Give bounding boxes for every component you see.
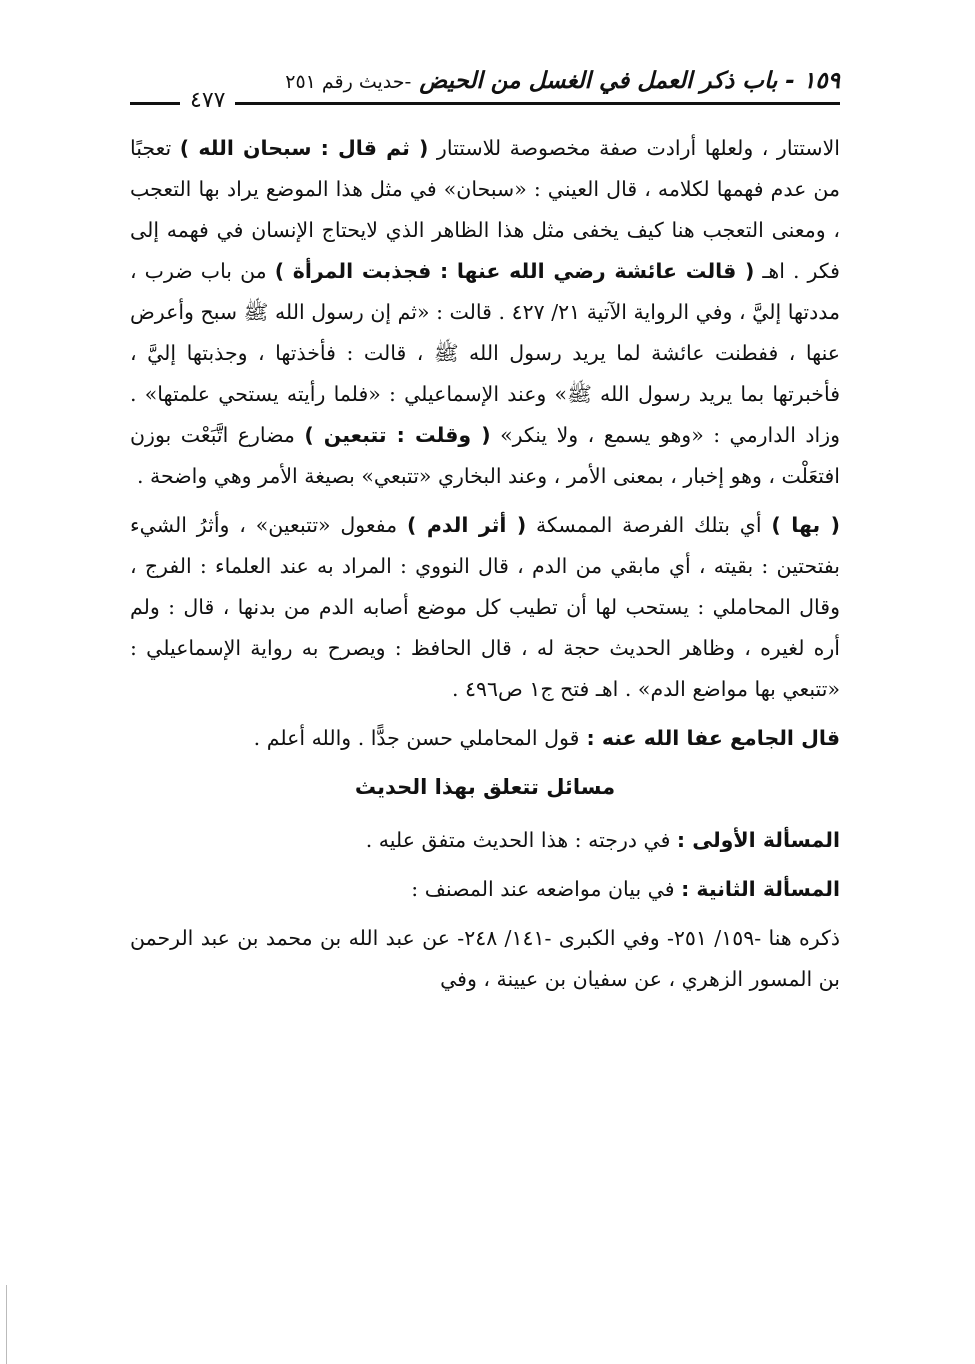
text-segment: قول المحاملي حسن جدًّا . والله أعلم . [253, 726, 580, 750]
final-paragraph: ذكره هنا -١٥٩/ ٢٥١- وفي الكبرى -١٤١/ ٢٤٨- عن عبد الله بن محمد بن عبد الرحمن بن المسور الزهري ، عن سفيان بن عيينة ، وفي [130, 926, 840, 991]
chapter-title-text: ١٥٩ - باب ذكر العمل في الغسل من الحيض [419, 68, 840, 94]
commentary-paragraph [130, 718, 840, 759]
bold-phrase: ( ثم قال : سبحان الله ) [179, 136, 429, 160]
running-header [130, 68, 840, 116]
bold-phrase: قال الجامع عفا الله عنه : [579, 726, 840, 750]
issue-text: في درجته : هذا الحديث متفق عليه . [365, 828, 677, 852]
text-segment: من باب ضرب ، مددتها إليَّ ، وفي الرواية الآتية ٢١/ ٤٢٧ . قالت : «ثم إن رسول الله ﷺ سبح وأعرض عنها ، ففطنت عائشة لما يريد رسول الله ﷺ ، قالت : فأخذتها ، وجذبتها إليَّ ، فأخبرتها بما يريد رسول الله ﷺ» وعند الإسماعيلي : «فلما رأيته يستحي علمتها» . وزاد الدارمي : «وهو يسمع ، ولا ينكر» [130, 259, 840, 447]
issue-item [130, 869, 840, 910]
text-segment: أي بتلك الفرصة الممسكة [526, 513, 772, 537]
text-segment: الاستتار ، ولعلها أرادت صفة مخصوصة للاستتار [428, 136, 840, 160]
issue-label: المسألة الأولى : [676, 828, 840, 852]
chapter-title [285, 68, 840, 94]
text-segment: تعجبًا من عدم فهمها لكلامه ، قال العيني : «سبحان» في مثل هذا الموضع يراد بها التعجب ، ومعنى التعجب هنا كيف يخفى مثل هذا الظاهر الذي لايحتاج الإنسان في فهمه إلى فكر . اهـ [130, 136, 840, 283]
section-title: مسائل تتعلق بهذا الحديث [354, 775, 616, 799]
hadith-number: -حديث رقم ٢٥١ [285, 71, 412, 93]
bold-phrase: ( وقلت : تتبعين ) [304, 423, 491, 447]
header-rule [130, 102, 840, 105]
commentary-paragraph [130, 128, 840, 497]
scan-edge-line [6, 1285, 7, 1364]
commentary-paragraphs [130, 128, 840, 759]
bold-phrase: ( أثر الدم ) [406, 513, 527, 537]
bold-phrase: ( بها ) [771, 513, 841, 537]
page-number: ٤٧٧ [180, 88, 235, 114]
commentary-paragraph [130, 505, 840, 710]
text-segment: مفعول «تتبعين» ، وأثرُ الشيء بفتحتين : بقيته ، أي مابقي من الدم ، قال النووي : المراد به عند العلماء : الفرج ، وقال المحاملي : يستحب لها أن تطيب كل موضع أصابه الدم من بدنها ، قال : ولم أره لغيره ، وظاهر الحديث حجة له ، قال الحافظ : ويصرح به رواية الإسماعيلي : «تتبعي بها مواضع الدم» . اهـ فتح ج١ ص٤٩٦ . [130, 513, 840, 701]
bold-phrase: ( قالت عائشة رضي الله عنها : فجذبت المرأة ) [274, 259, 755, 283]
issue-text: في بيان مواضعه عند المصنف : [411, 877, 682, 901]
issue-label: المسألة الثانية : [681, 877, 840, 901]
page-body [130, 128, 840, 1008]
text-segment: مضارع اتَّبَعْت بوزن افتعَلْت ، وهو إخبار ، بمعنى الأمر ، وعند البخاري «تتبعي» بصيغة الأمر وهي واضحة . [130, 423, 840, 488]
issues-list [130, 820, 840, 910]
issue-item [130, 820, 840, 861]
